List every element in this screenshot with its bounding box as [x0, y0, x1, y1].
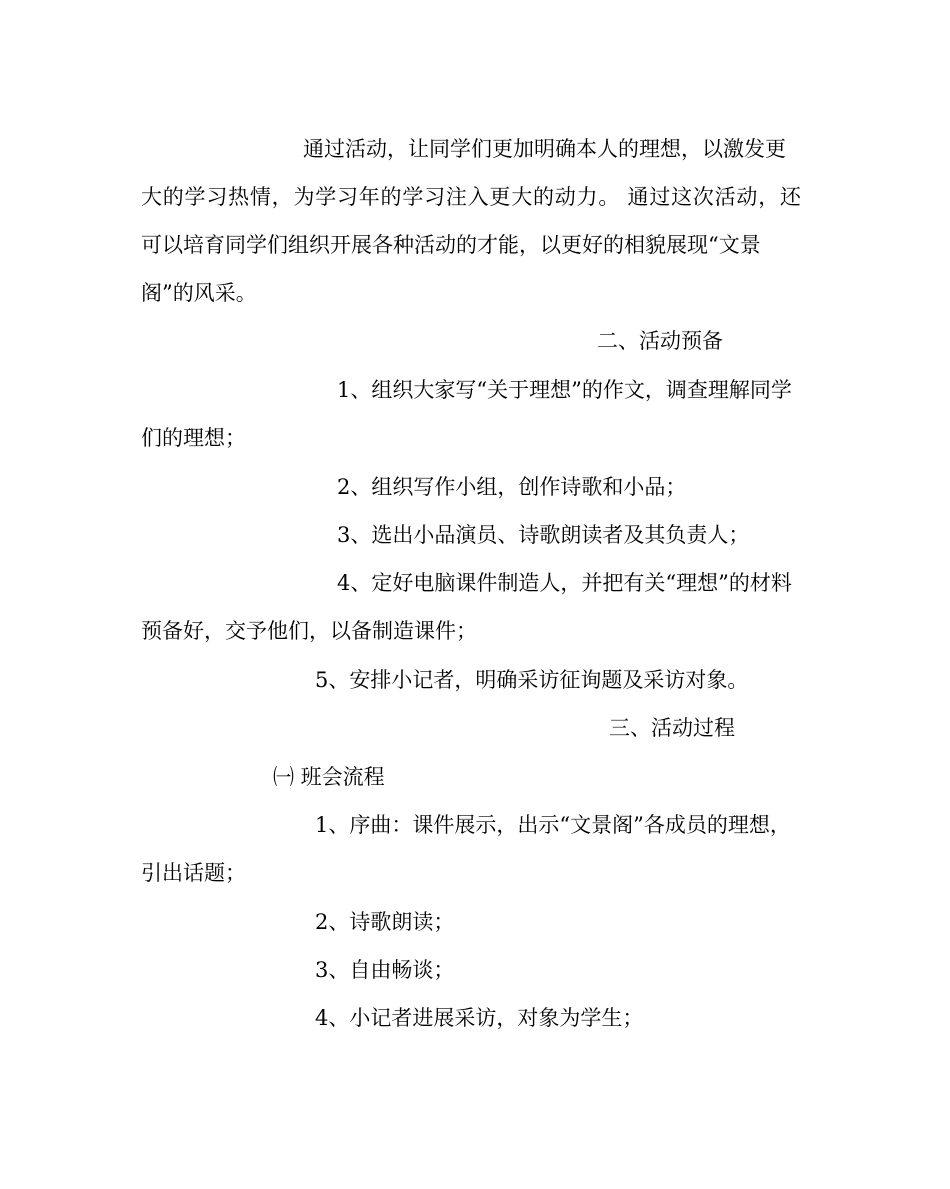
- prep-item-5: 5、安排小记者，明确采访征询题及采访对象。: [315, 668, 749, 692]
- flow-item-4: 4、小记者进展采访，对象为学生；: [315, 1006, 644, 1030]
- flow-item-1-line-1: 1、序曲：课件展示，出示“文景阁”各成员的理想，: [315, 813, 791, 837]
- prep-item-4-line-2: 预备好，交予他们，以备制造课件；: [141, 619, 477, 643]
- prep-item-1-line-1: 1、组织大家写“关于理想”的作文，调查理解同学: [337, 378, 792, 402]
- purpose-line-3: 可以培育同学们组织开展各种活动的才能，以更好的相貌展现“文景: [141, 233, 761, 257]
- flow-item-3: 3、自由畅谈；: [315, 958, 455, 982]
- section-heading-preparation: 二、活动预备: [597, 329, 723, 353]
- section-heading-process: 三、活动过程: [609, 716, 735, 740]
- prep-item-1-line-2: 们的理想；: [141, 426, 246, 450]
- prep-item-4-line-1: 4、定好电脑课件制造人，并把有关“理想”的材料: [337, 571, 792, 595]
- prep-item-2: 2、组织写作小组，创作诗歌和小品；: [337, 475, 687, 499]
- flow-item-2: 2、诗歌朗读；: [315, 910, 455, 934]
- purpose-line-4: 阁”的风采。: [141, 281, 257, 305]
- purpose-line-2: 大的学习热情，为学习年的学习注入更大的动力。 通过这次活动，还: [141, 185, 801, 209]
- flow-item-1-line-2: 引出话题；: [141, 861, 246, 885]
- purpose-line-1: 通过活动，让同学们更加明确本人的理想，以激发更: [303, 137, 786, 161]
- prep-item-3: 3、选出小品演员、诗歌朗读者及其负责人；: [337, 523, 750, 547]
- subsection-heading-class-flow: ㈠ 班会流程: [273, 765, 385, 789]
